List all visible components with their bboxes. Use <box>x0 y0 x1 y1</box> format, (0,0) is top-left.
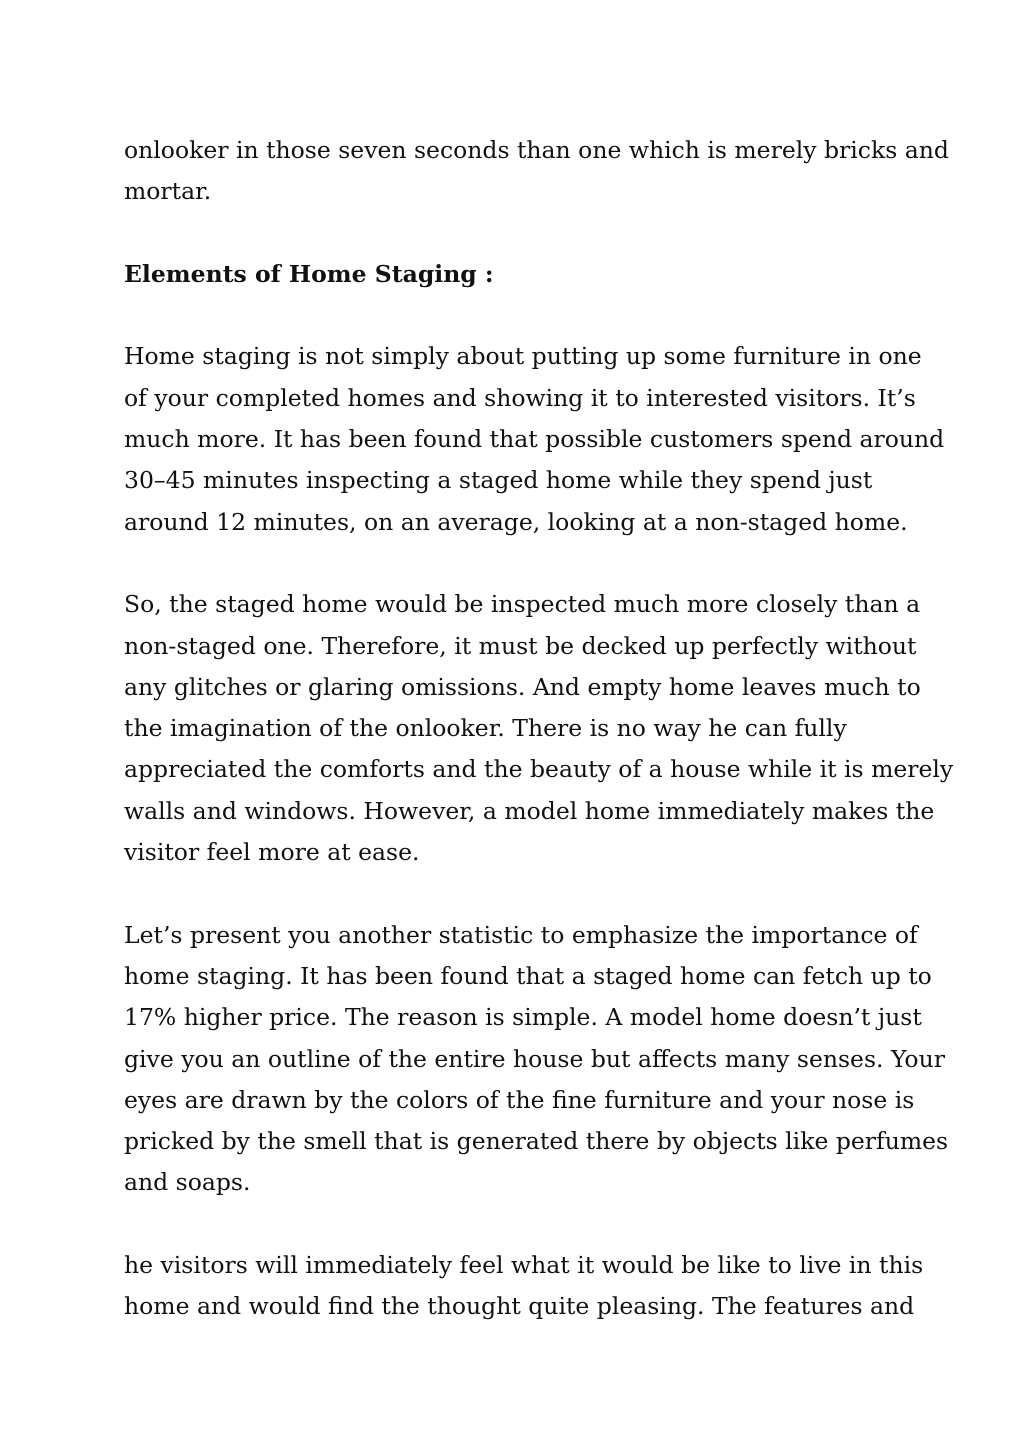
text-line: any glitches or glaring omissions. And empty home leaves much to <box>124 672 921 701</box>
text-line: home and would find the thought quite pleasing. The features and <box>124 1292 915 1321</box>
text-line: mortar. <box>124 177 212 206</box>
text-line: eyes are drawn by the colors of the fine furniture and your nose is <box>124 1085 915 1114</box>
paragraph-3 <box>124 915 949 1204</box>
paragraph-2 <box>124 584 954 873</box>
text-line: appreciated the comforts and the beauty of a house while it is merely <box>124 755 954 784</box>
text-line: home staging. It has been found that a staged home can fetch up to <box>124 961 932 990</box>
text-line: So, the staged home would be inspected much more closely than a <box>124 590 921 619</box>
text-line: and soaps. <box>124 1168 251 1197</box>
paragraph-1 <box>124 336 945 542</box>
text-line: he visitors will immediately feel what it would be like to live in this <box>124 1251 924 1280</box>
text-line: pricked by the smell that is generated there by objects like perfumes <box>124 1127 949 1156</box>
text-line: of your completed homes and showing it to interested visitors. It’s <box>124 383 916 412</box>
continuation-paragraph <box>124 130 949 213</box>
text-line: visitor feel more at ease. <box>124 838 420 867</box>
text-line: onlooker in those seven seconds than one which is merely bricks and <box>124 136 949 164</box>
paragraph-4 <box>124 1245 924 1328</box>
text-line: much more. It has been found that possible customers spend around <box>124 425 945 454</box>
text-line: 30–45 minutes inspecting a staged home while they spend just <box>124 466 873 495</box>
text-line: 17% higher price. The reason is simple. A model home doesn’t just <box>124 1003 922 1032</box>
document-page <box>124 130 954 1369</box>
text-line: walls and windows. However, a model home immediately makes the <box>124 796 935 825</box>
text-line: the imagination of the onlooker. There is no way he can fully <box>124 714 847 743</box>
text-line: around 12 minutes, on an average, looking at a non-staged home. <box>124 507 908 536</box>
text-line: Home staging is not simply about putting up some furniture in one <box>124 342 922 371</box>
section-heading: Elements of Home Staging : <box>124 259 494 288</box>
text-line: give you an outline of the entire house but affects many senses. Your <box>124 1044 945 1073</box>
text-line: Let’s present you another statistic to emphasize the importance of <box>124 920 918 949</box>
text-line: non-staged one. Therefore, it must be decked up perfectly without <box>124 631 917 660</box>
